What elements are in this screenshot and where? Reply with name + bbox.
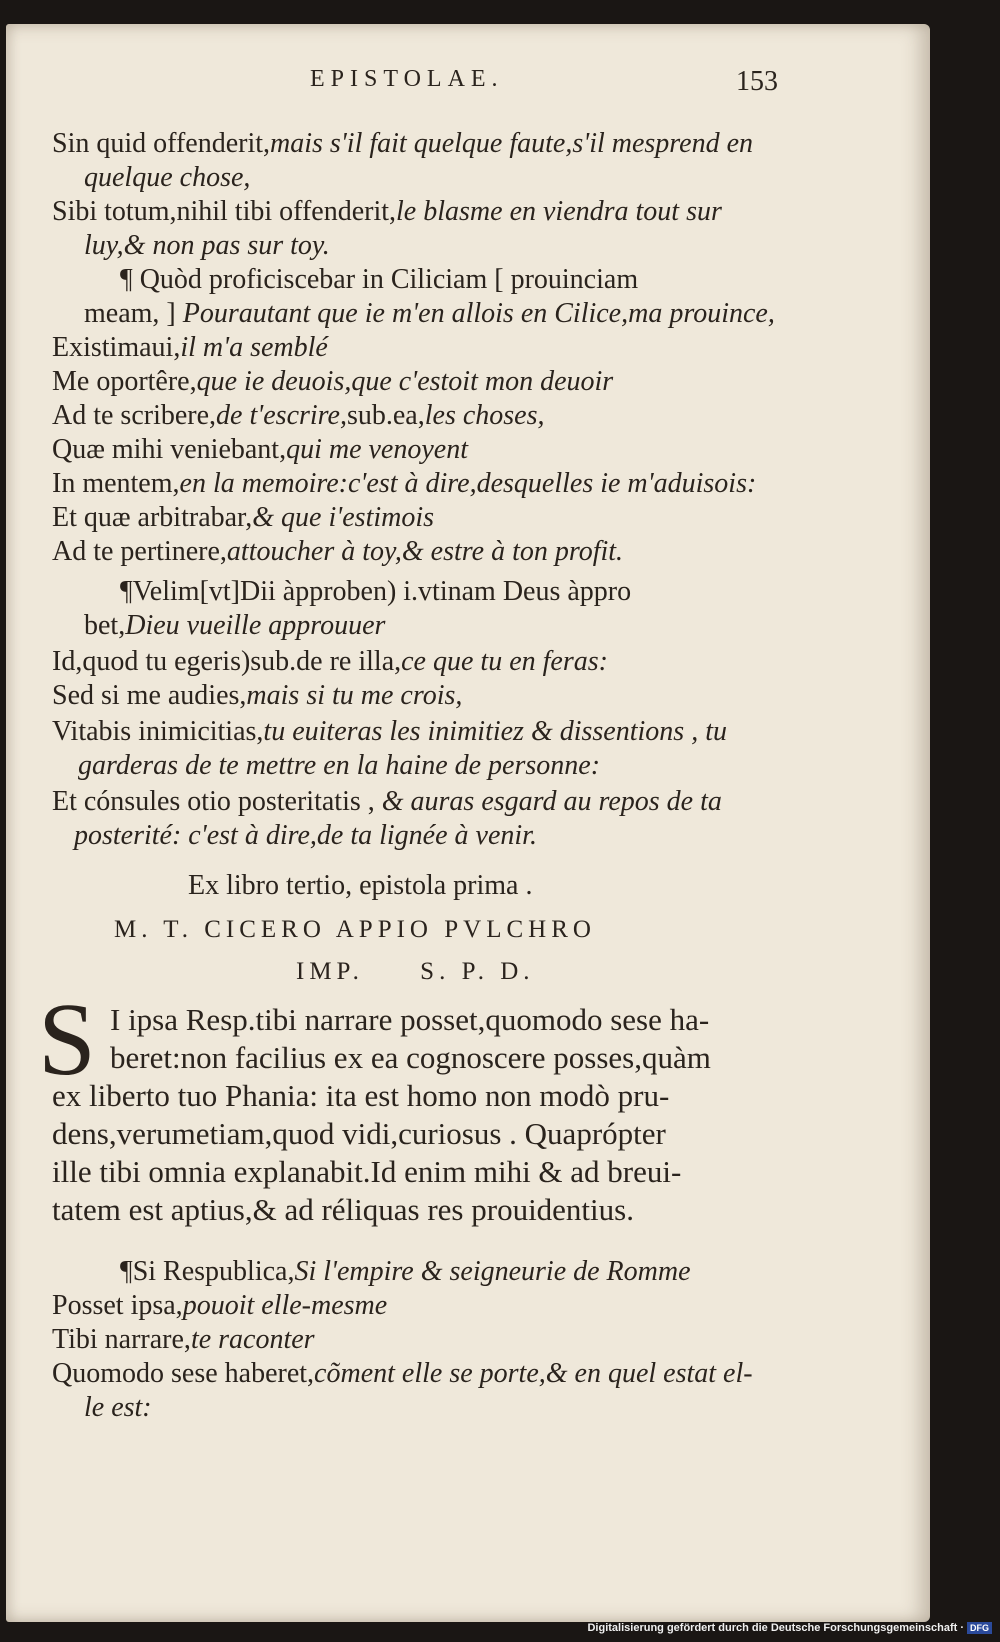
text-line: Sibi totum,nihil tibi offenderit,le blasme en viendra tout sur (52, 196, 722, 227)
text-line: luy,& non pas sur toy. (84, 230, 330, 261)
text-line: meam, ] Pourautant que ie m'en allois en Cilice,ma prouince, (84, 298, 775, 329)
letter-line: ex liberto tuo Phania: ita est homo non modò pru- (52, 1078, 670, 1113)
text-line: In mentem,en la memoire:c'est à dire,desquelles ie m'aduisois: (52, 468, 757, 499)
dfg-logo: DFG (967, 1622, 992, 1634)
text-line: Posset ipsa,pouoit elle-mesme (52, 1290, 388, 1321)
running-title: EPISTOLAE. (310, 66, 504, 92)
section-source: Ex libro tertio, epistola prima . (188, 870, 533, 901)
text-line: ¶Velim[vt]Dii àpproben) i.vtinam Deus àppro (120, 576, 632, 607)
text-line: Existimaui,il m'a semblé (52, 332, 328, 363)
letter-line: dens,verumetiam,quod vidi,curiosus . Quaprópter (52, 1116, 666, 1151)
text-line: Me oportêre,que ie deuois,que c'estoit mon deuoir (52, 366, 614, 397)
text-line: Ad te scribere,de t'escrire,sub.ea,les choses, (52, 400, 545, 431)
text-line: Ad te pertinere,attoucher à toy,& estre à ton profit. (52, 536, 624, 567)
text-line: Quæ mihi veniebant,qui me venoyent (52, 434, 468, 465)
text-line: Vitabis inimicitias,tu euiteras les inimitiez & dissentions , tu (52, 716, 727, 747)
page-number: 153 (736, 66, 778, 97)
text-line: garderas de te mettre en la haine de personne: (78, 750, 601, 781)
text-line: ¶ Quòd proficiscebar in Ciliciam [ prouinciam (120, 264, 639, 295)
digitization-credit: Digitalisierung gefördert durch die Deutsche Forschungsgemeinschaft · DFG (587, 1622, 992, 1634)
text-line: Id,quod tu egeris)sub.de re illa,ce que tu en feras: (52, 646, 608, 677)
letter-line: tatem est aptius,& ad réliquas res prouidentius. (52, 1192, 634, 1227)
text-line: Quomodo sese haberet,cõment elle se porte,& en quel estat el- (52, 1358, 753, 1389)
drop-cap: S (38, 982, 96, 1097)
letter-line: beret:non facilius ex ea cognoscere posses,quàm (110, 1040, 711, 1075)
letter-salutation: IMP. S. P. D. (296, 958, 535, 985)
text-line: Et cónsules otio posteritatis , & auras esgard au repos de ta (52, 786, 722, 817)
text-line: posterité: c'est à dire,de ta lignée à venir. (74, 820, 537, 851)
text-line: quelque chose, (84, 162, 251, 193)
text-line: ¶Si Respublica,Si l'empire & seigneurie de Romme (120, 1256, 691, 1287)
text-line: le est: (84, 1392, 152, 1423)
text-line: Et quæ arbitrabar,& que i'estimois (52, 502, 435, 533)
text-line: bet,Dieu vueille approuuer (84, 610, 386, 641)
letter-line: ille tibi omnia explanabit.Id enim mihi & ad breui- (52, 1154, 682, 1189)
text-line: Sin quid offenderit,mais s'il fait quelque faute,s'il mesprend en (52, 128, 754, 159)
letter-line: I ipsa Resp.tibi narrare posset,quomodo sese ha- (110, 1002, 710, 1037)
letter-heading: M. T. CICERO APPIO PVLCHRO (114, 916, 596, 943)
text-line: Sed si me audies,mais si tu me crois, (52, 680, 463, 711)
text-line: Tibi narrare,te raconter (52, 1324, 315, 1355)
